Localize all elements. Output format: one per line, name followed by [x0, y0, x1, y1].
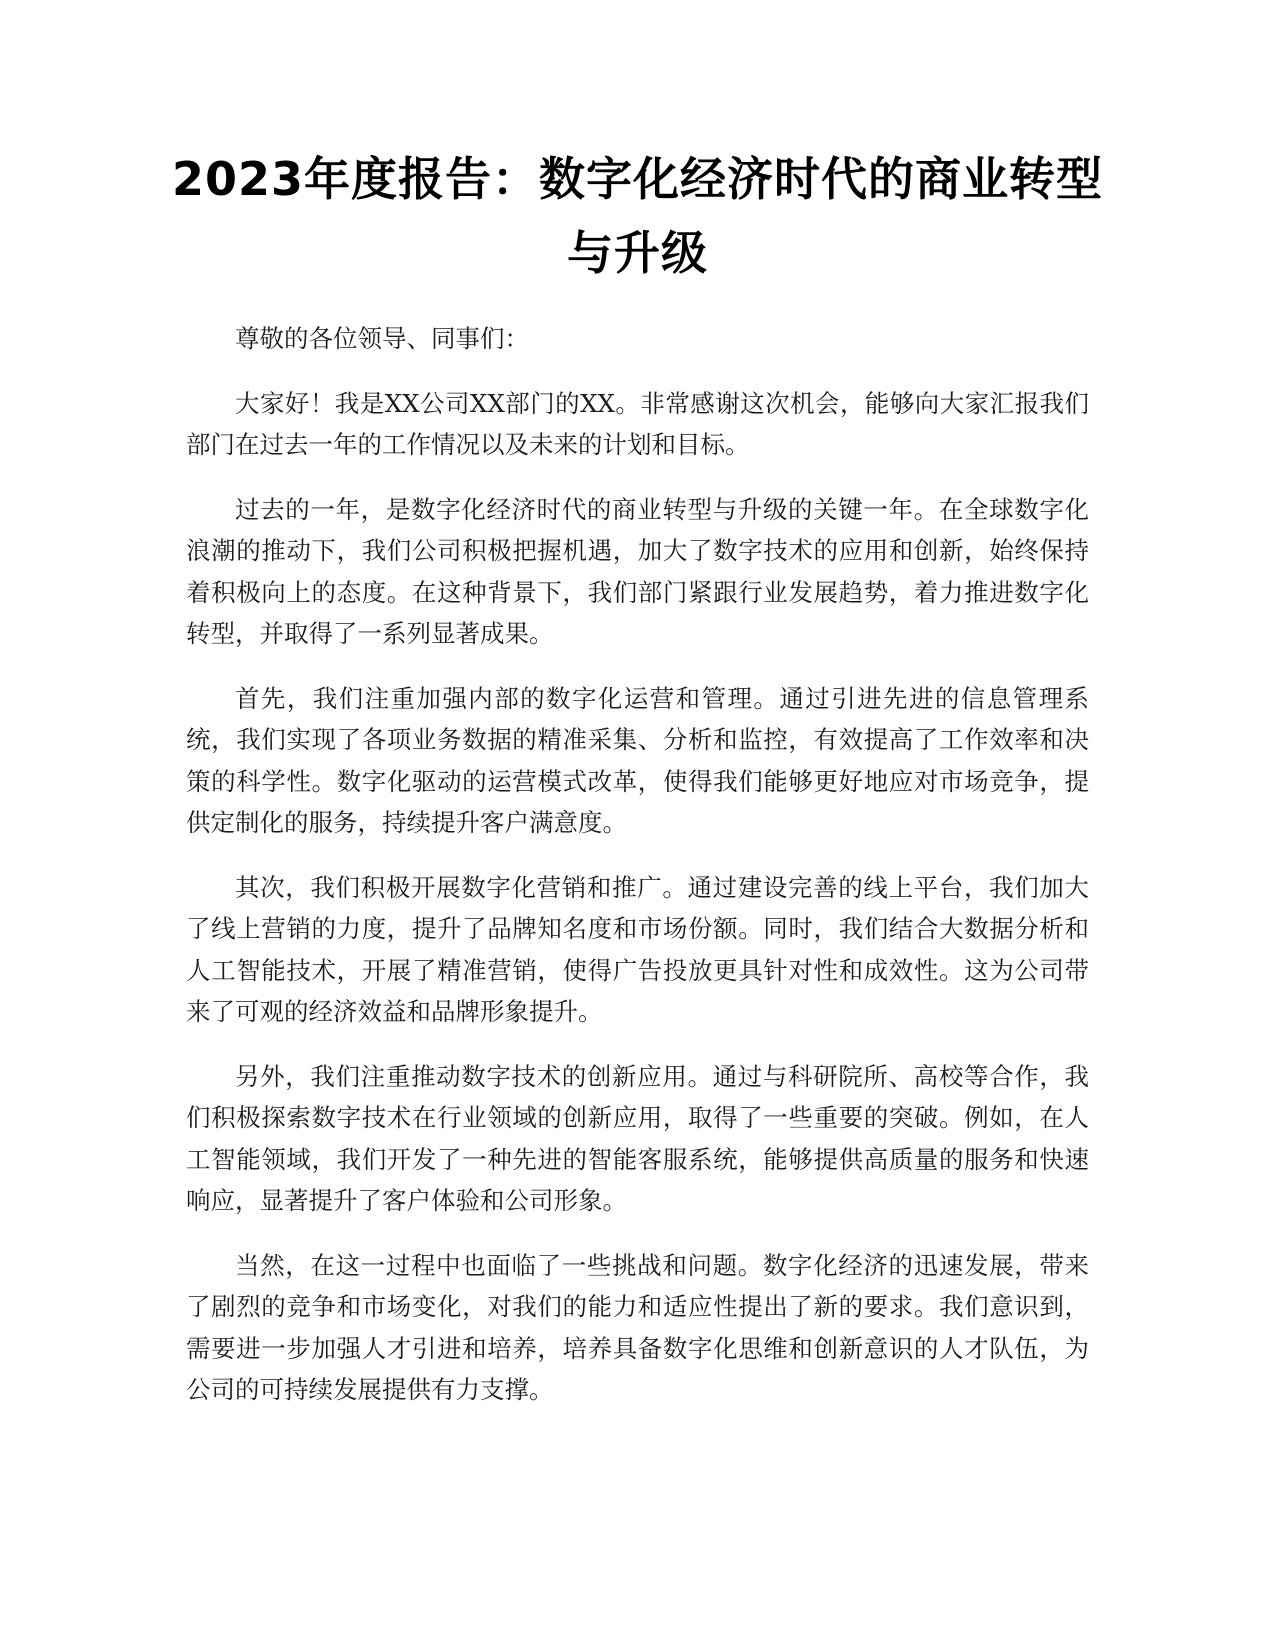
body-paragraph: 过去的一年，是数字化经济时代的商业转型与升级的关键一年。在全球数字化浪潮的推动下，我们公司积极把握机遇，加大了数字技术的应用和创新，始终保持着积极向上的态度。在这种背景下，我们部门紧跟行业发展趋势，着力推进数字化转型，并取得了一系列显著成果。	[186, 494, 1089, 648]
body-paragraph: 首先，我们注重加强内部的数字化运营和管理。通过引进先进的信息管理系统，我们实现了各项业务数据的精准采集、分析和监控，有效提高了工作效率和决策的科学性。数字化驱动的运营模式改革，使得我们能够更好地应对市场竞争，提供定制化的服务，持续提升客户满意度。	[186, 683, 1089, 837]
salutation-paragraph: 尊敬的各位领导、同事们：	[235, 324, 529, 353]
intro-paragraph: 大家好！我是XX公司XX部门的XX。非常感谢这次机会，能够向大家汇报我们部门在过去一年的工作情况以及未来的计划和目标。	[186, 388, 1089, 459]
body-paragraph: 其次，我们积极开展数字化营销和推广。通过建设完善的线上平台，我们加大了线上营销的力度，提升了品牌知名度和市场份额。同时，我们结合大数据分析和人工智能技术，开展了精准营销，使得广告投放更具针对性和成效性。这为公司带来了可观的经济效益和品牌形象提升。	[186, 872, 1089, 1026]
document-title: 2023年度报告：数字化经济时代的商业转型与升级	[171, 152, 1104, 280]
body-paragraph: 当然，在这一过程中也面临了一些挑战和问题。数字化经济的迅速发展，带来了剧烈的竞争和市场变化，对我们的能力和适应性提出了新的要求。我们意识到，需要进一步加强人才引进和培养，培养具备数字化思维和创新意识的人才队伍，为公司的可持续发展提供有力支撑。	[186, 1250, 1089, 1404]
body-paragraph: 另外，我们注重推动数字技术的创新应用。通过与科研院所、高校等合作，我们积极探索数字技术在行业领域的创新应用，取得了一些重要的突破。例如，在人工智能领域，我们开发了一种先进的智能客服系统，能够提供高质量的服务和快速响应，显著提升了客户体验和公司形象。	[186, 1061, 1089, 1215]
document-body	[186, 318, 1089, 1434]
